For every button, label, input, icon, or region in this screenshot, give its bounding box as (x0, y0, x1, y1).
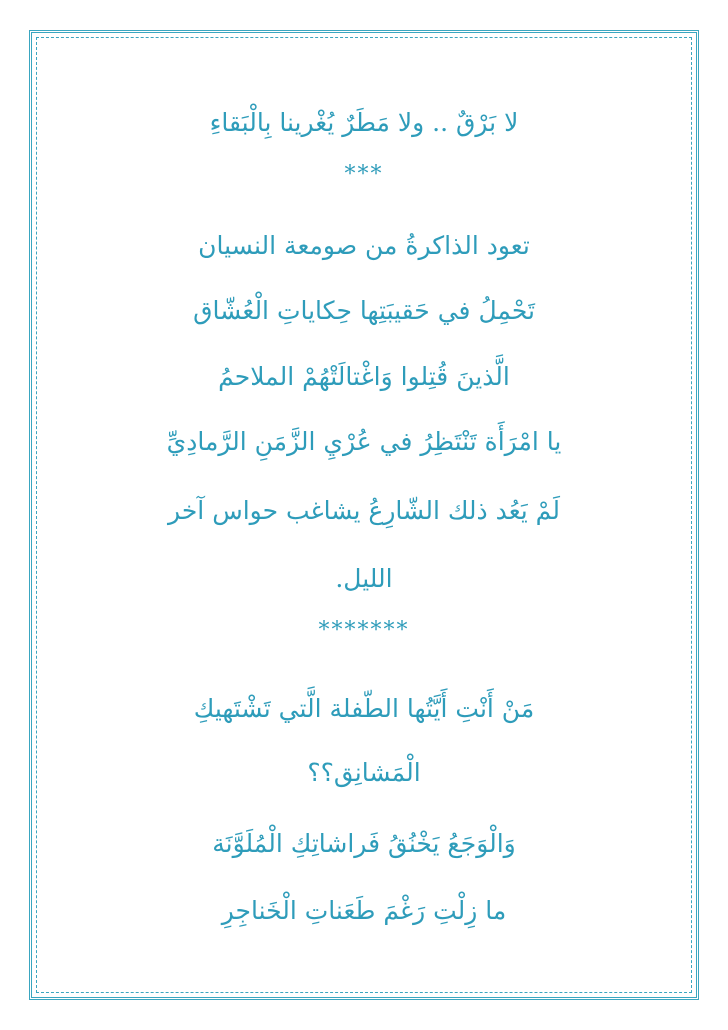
poem-line-4: الَّذينَ قُتِلوا وَاغْتالَتْهُمْ الملاحمُ (218, 362, 510, 391)
poem-line-8: مَنْ أَنْتِ أَيَّتُها الطّفلة الَّتي تَشْتَهيكِ (193, 694, 535, 723)
poem (40, 0, 688, 1030)
poem-line-7: الليل. (335, 564, 393, 593)
poem-line-6: لَمْ يَعُد ذلك الشّارِعُ يشاغب حواس آخر (168, 496, 560, 525)
separator-1: *** (344, 162, 384, 187)
poem-line-11: ما زِلْتِ رَغْمَ طَعَناتِ الْخَناجِرِ (221, 896, 507, 925)
poem-line-1: لا بَرْقٌ .. ولا مَطَرٌ يُغْرينا بِالْبَقاءِ (209, 108, 519, 137)
poem-line-2: تعود الذاكرةُ من صومعة النسيان (198, 231, 530, 260)
poem-line-3: تَحْمِلُ في حَقيبَتِها حِكاياتِ الْعُشّاق (193, 296, 535, 325)
poem-line-10: وَالْوَجَعُ يَخْنُقُ فَراشاتِكِ الْمُلَوَّنَة (212, 829, 516, 858)
separator-2: ******* (318, 618, 410, 643)
poem-line-9: الْمَشانِق؟؟ (307, 758, 421, 787)
poem-line-5: يا امْرَأَة تَنْتَظِرُ في عُرْيِ الزَّمَنِ الرَّمادِيِّ (166, 427, 562, 456)
